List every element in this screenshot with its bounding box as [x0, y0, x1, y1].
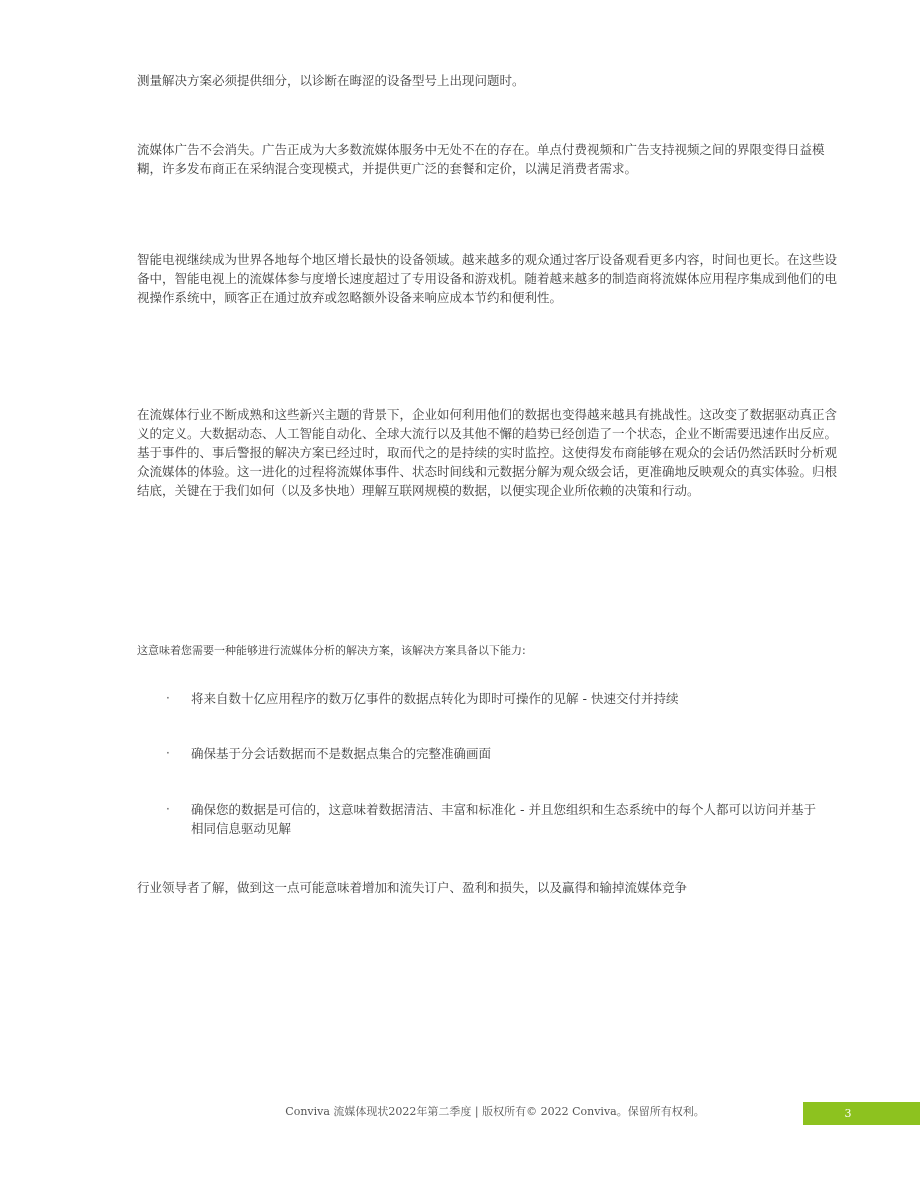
list-item-text: 确保您的数据是可信的，这意味着数据清洁、丰富和标准化 - 并且您组织和生态系统中的每个人都可以访问并基于相同信息驱动见解	[191, 802, 816, 836]
list-item-text: 将来自数十亿应用程序的数万亿事件的数据点转化为即时可操作的见解 - 快速交付并持续	[191, 691, 679, 706]
paragraph-industry-leaders: 行业领导者了解，做到这一点可能意味着增加和流失订户、盈利和损失，以及赢得和输掉流媒体竞争	[137, 880, 688, 895]
bullet-marker: ·	[166, 746, 170, 760]
paragraph-smart-tv: 智能电视继续成为世界各地每个地区增长最快的设备领域。越来越多的观众通过客厅设备观看更多内容，时间也更长。在这些设备中，智能电视上的流媒体参与度增长速度超过了专用设备和游戏机。随着越来越多的制造商将流媒体应用程序集成到他们的电视操作系统中，顾客正在通过放弃或忽略额外设备来响应成本节约和便利性。	[137, 252, 838, 305]
paragraph-measurement: 测量解决方案必须提供细分，以诊断在晦涩的设备型号上出现问题时。	[137, 73, 525, 88]
footer-copyright: Conviva 流媒体现状2022年第二季度 | 版权所有© 2022 Conviva。保留所有权利。	[285, 1105, 705, 1118]
capabilities-intro: 这意味着您需要一种能够进行流媒体分析的解决方案，该解决方案具备以下能力:	[137, 644, 526, 657]
list-item-text: 确保基于分会话数据而不是数据点集合的完整准确画面	[191, 746, 492, 761]
bullet-marker: ·	[166, 802, 170, 816]
paragraph-streaming-ads: 流媒体广告不会消失。广告正成为大多数流媒体服务中无处不在的存在。单点付费视频和广告支持视频之间的界限变得日益模糊，许多发布商正在采纳混合变现模式，并提供更广泛的套餐和定价，以满足消费者需求。	[137, 142, 825, 176]
page-number: 3	[844, 1107, 852, 1120]
page-number-badge	[803, 1102, 920, 1125]
bullet-marker: ·	[166, 691, 170, 705]
paragraph-data-challenge: 在流媒体行业不断成熟和这些新兴主题的背景下，企业如何利用他们的数据也变得越来越具有挑战性。这改变了数据驱动真正含义的定义。大数据动态、人工智能自动化、全球大流行以及其他不懈的趋势已经创造了一个状态，企业不断需要迅速作出反应。基于事件的、事后警报的解决方案已经过时，取而代之的是持续的实时监控。这使得发布商能够在观众的会话仍然活跃时分析观众流媒体的体验。这一进化的过程将流媒体事件、状态时间线和元数据分解为观众级会话，更准确地反映观众的真实体验。归根结底，关键在于我们如何（以及多快地）理解互联网规模的数据，以便实现企业所依赖的决策和行动。	[137, 407, 838, 498]
